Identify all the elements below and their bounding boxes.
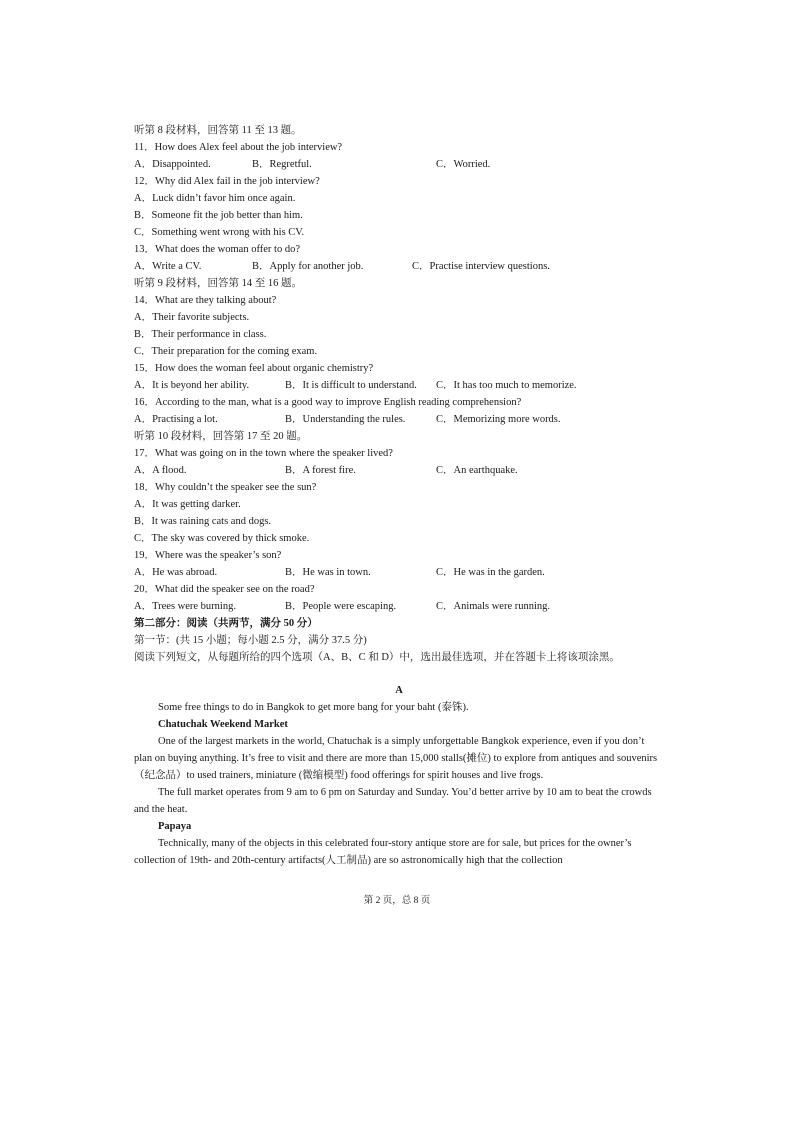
q16-option-a: A．Practising a lot. (134, 414, 218, 425)
q20-option-a: A．Trees were burning. (134, 601, 236, 612)
q11-options (134, 156, 664, 173)
q17-option-b: B．A forest fire. (285, 465, 356, 476)
q12-option-a: A．Luck didn’t favor him once again. (134, 193, 296, 204)
q17-option-a: A．A flood. (134, 465, 187, 476)
q14-option-c: C．Their preparation for the coming exam. (134, 346, 318, 357)
q20-options (134, 598, 664, 615)
q12-option-c: C．Something went wrong with his CV. (134, 227, 305, 238)
page-footer: 第 2 页，总 8 页 (363, 896, 431, 906)
section10-intro: 听第 10 段材料，回答第 17 至 20 题。 (134, 431, 308, 442)
passage-label: A (395, 685, 403, 696)
section9-intro: 听第 9 段材料，回答第 14 至 16 题。 (134, 278, 302, 289)
q16-option-b: B．Understanding the rules. (285, 414, 406, 425)
q18-stem: 18．Why couldn’t the speaker see the sun? (134, 482, 317, 493)
q11-option-b: B．Regretful. (252, 159, 312, 170)
q12-stem: 12．Why did Alex fail in the job interview? (134, 176, 320, 187)
q11-option-c: C．Worried. (436, 159, 491, 170)
q14-stem: 14．What are they talking about? (134, 295, 277, 306)
q16-option-c: C．Memorizing more words. (436, 414, 561, 425)
reading-part-title: 第二部分：阅读（共两节，满分 50 分） (134, 618, 318, 629)
paragraph-chatuchak: One of the largest markets in the world, Chatuchak is a simply unforgettable Bangkok experience, even if you don’t plan on buying anything. It’s free to visit and there are more than 15,000 stalls(摊位) to explore from antiques and souvenirs（纪念品）to used trainers, miniature (微缩模型) food offerings for spirit houses and live frogs. (134, 736, 658, 781)
section8-intro: 听第 8 段材料，回答第 11 至 13 题。 (134, 125, 302, 136)
q18-option-b: B．It was raining cats and dogs. (134, 516, 272, 527)
q19-option-c: C．He was in the garden. (436, 567, 545, 578)
q13-stem: 13．What does the woman offer to do? (134, 244, 301, 255)
reading-section1-header: 第一节：(共 15 小题；每小题 2.5 分，满分 37.5 分) (134, 635, 367, 646)
q14-option-a: A．Their favorite subjects. (134, 312, 250, 323)
q15-stem: 15．How does the woman feel about organic chemistry? (134, 363, 374, 374)
q11-option-a: A．Disappointed. (134, 159, 211, 170)
q13-option-a: A．Write a CV. (134, 261, 202, 272)
q19-option-b: B．He was in town. (285, 567, 371, 578)
q17-stem: 17．What was going on in the town where the speaker lived? (134, 448, 393, 459)
q17-options (134, 462, 664, 479)
q19-options (134, 564, 664, 581)
subheading-chatuchak: Chatuchak Weekend Market (158, 719, 288, 730)
q19-option-a: A．He was abroad. (134, 567, 218, 578)
q15-options (134, 377, 664, 394)
q13-option-b: B．Apply for another job. (252, 261, 364, 272)
q18-option-a: A．It was getting darker. (134, 499, 241, 510)
q17-option-c: C．An earthquake. (436, 465, 518, 476)
q20-stem: 20．What did the speaker see on the road? (134, 584, 315, 595)
q16-stem: 16．According to the man, what is a good way to improve English reading comprehension? (134, 397, 522, 408)
paragraph-market-hours: The full market operates from 9 am to 6 pm on Saturday and Sunday. You’d better arrive by 10 am to beat the crowds and the heat. (134, 787, 652, 815)
q15-option-b: B．It is difficult to understand. (285, 380, 417, 391)
q15-option-a: A．It is beyond her ability. (134, 380, 250, 391)
q13-option-c: C．Practise interview questions. (412, 261, 550, 272)
subheading-papaya: Papaya (158, 821, 192, 832)
reading-instructions: 阅读下列短文，从每题所给的四个选项（A、B、C 和 D）中，选出最佳选项，并在答题卡上将该项涂黑。 (134, 652, 620, 663)
q20-option-c: C．Animals were running. (436, 601, 551, 612)
q20-option-b: B．People were escaping. (285, 601, 397, 612)
q15-option-c: C．It has too much to memorize. (436, 380, 577, 391)
q14-option-b: B．Their performance in class. (134, 329, 267, 340)
paragraph-papaya: Technically, many of the objects in this celebrated four-story antique store are for sale, but prices for the owner’s collection of 19th- and 20th-century artifacts(人工制品) are so astronomically high that the collection (134, 838, 632, 866)
passage-intro: Some free things to do in Bangkok to get more bang for your baht (泰铢). (158, 702, 469, 713)
q18-option-c: C．The sky was covered by thick smoke. (134, 533, 310, 544)
q11-stem: 11．How does Alex feel about the job interview? (134, 142, 343, 153)
page-content (134, 122, 664, 869)
q16-options (134, 411, 664, 428)
q12-option-b: B．Someone fit the job better than him. (134, 210, 303, 221)
q19-stem: 19．Where was the speaker’s son? (134, 550, 282, 561)
q13-options (134, 258, 664, 275)
